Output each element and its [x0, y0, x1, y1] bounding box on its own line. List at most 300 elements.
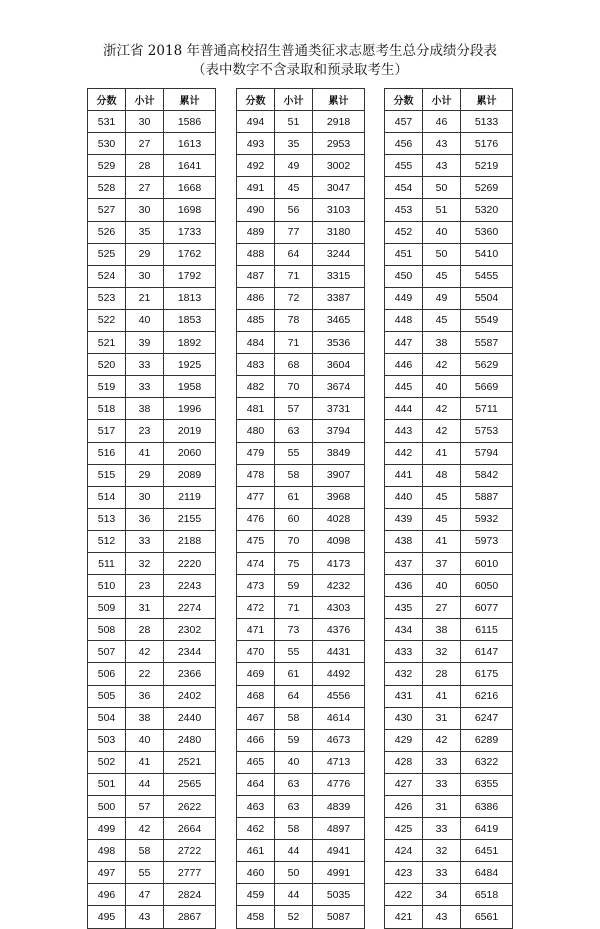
header-cumulative: 累计: [461, 89, 513, 111]
count-cell: 46: [423, 111, 461, 133]
cumulative-cell: 2366: [164, 663, 216, 685]
score-cell: 482: [237, 376, 275, 398]
score-cell: 465: [237, 751, 275, 773]
cumulative-cell: 5269: [461, 177, 513, 199]
cumulative-cell: 2155: [164, 508, 216, 530]
table-row: [88, 707, 216, 729]
count-cell: 42: [423, 398, 461, 420]
cumulative-cell: 6355: [461, 773, 513, 795]
table-row: [88, 840, 216, 862]
score-cell: 480: [237, 420, 275, 442]
cumulative-cell: 2019: [164, 420, 216, 442]
cumulative-cell: 2060: [164, 442, 216, 464]
score-cell: 426: [385, 796, 423, 818]
count-cell: 38: [423, 619, 461, 641]
score-cell: 466: [237, 729, 275, 751]
score-cell: 458: [237, 906, 275, 928]
table-row: [88, 552, 216, 574]
score-cell: 430: [385, 707, 423, 729]
count-cell: 21: [126, 287, 164, 309]
count-cell: 75: [275, 552, 313, 574]
cumulative-cell: 3244: [313, 243, 365, 265]
score-cell: 527: [88, 199, 126, 221]
cumulative-cell: 2565: [164, 773, 216, 795]
score-cell: 468: [237, 685, 275, 707]
cumulative-cell: 2089: [164, 464, 216, 486]
table-row: [88, 597, 216, 619]
score-cell: 450: [385, 265, 423, 287]
table-row: [385, 575, 513, 597]
table-row: [237, 641, 365, 663]
cumulative-cell: 1925: [164, 354, 216, 376]
header-score: 分数: [385, 89, 423, 111]
count-cell: 61: [275, 486, 313, 508]
table-row: [88, 111, 216, 133]
table-row: [88, 376, 216, 398]
cumulative-cell: 2440: [164, 707, 216, 729]
score-cell: 475: [237, 530, 275, 552]
cumulative-cell: 6518: [461, 884, 513, 906]
score-cell: 515: [88, 464, 126, 486]
count-cell: 30: [126, 265, 164, 287]
count-cell: 78: [275, 309, 313, 331]
table-row: [88, 287, 216, 309]
cumulative-cell: 2243: [164, 575, 216, 597]
table-row: [88, 530, 216, 552]
score-cell: 432: [385, 663, 423, 685]
count-cell: 31: [423, 707, 461, 729]
cumulative-cell: 5219: [461, 155, 513, 177]
table-row: [385, 663, 513, 685]
count-cell: 32: [423, 840, 461, 862]
count-cell: 31: [423, 796, 461, 818]
count-cell: 40: [126, 729, 164, 751]
score-cell: 518: [88, 398, 126, 420]
count-cell: 32: [423, 641, 461, 663]
table-row: [385, 619, 513, 641]
count-cell: 58: [275, 818, 313, 840]
cumulative-cell: 6050: [461, 575, 513, 597]
count-cell: 49: [423, 287, 461, 309]
score-cell: 421: [385, 906, 423, 928]
count-cell: 59: [275, 575, 313, 597]
table-row: [385, 641, 513, 663]
table-row: [88, 486, 216, 508]
count-cell: 43: [126, 906, 164, 928]
cumulative-cell: 3968: [313, 486, 365, 508]
score-cell: 473: [237, 575, 275, 597]
table-row: [88, 663, 216, 685]
table-row: [385, 332, 513, 354]
count-cell: 38: [126, 707, 164, 729]
table-row: [237, 155, 365, 177]
count-cell: 64: [275, 243, 313, 265]
count-cell: 28: [126, 619, 164, 641]
cumulative-cell: 4897: [313, 818, 365, 840]
count-cell: 43: [423, 133, 461, 155]
table-row: [88, 729, 216, 751]
count-cell: 58: [126, 840, 164, 862]
cumulative-cell: 3907: [313, 464, 365, 486]
table-row: [237, 177, 365, 199]
score-cell: 487: [237, 265, 275, 287]
table-row: [385, 530, 513, 552]
count-cell: 59: [275, 729, 313, 751]
table-row: [385, 442, 513, 464]
score-cell: 484: [237, 332, 275, 354]
table-row: [237, 906, 365, 928]
table-row: [237, 265, 365, 287]
count-cell: 27: [126, 177, 164, 199]
score-cell: 455: [385, 155, 423, 177]
count-cell: 34: [423, 884, 461, 906]
count-cell: 29: [126, 243, 164, 265]
cumulative-cell: 1668: [164, 177, 216, 199]
count-cell: 33: [126, 376, 164, 398]
cumulative-cell: 1733: [164, 221, 216, 243]
score-cell: 490: [237, 199, 275, 221]
score-cell: 443: [385, 420, 423, 442]
cumulative-cell: 5320: [461, 199, 513, 221]
table-row: [385, 508, 513, 530]
score-table-1: [87, 88, 216, 929]
table-row: [385, 751, 513, 773]
count-cell: 40: [423, 221, 461, 243]
cumulative-cell: 5549: [461, 309, 513, 331]
table-row: [385, 773, 513, 795]
score-cell: 445: [385, 376, 423, 398]
score-cell: 451: [385, 243, 423, 265]
table-row: [237, 862, 365, 884]
cumulative-cell: 3387: [313, 287, 365, 309]
count-cell: 37: [423, 552, 461, 574]
score-cell: 471: [237, 619, 275, 641]
table-row: [385, 287, 513, 309]
table-row: [385, 199, 513, 221]
count-cell: 71: [275, 265, 313, 287]
score-cell: 437: [385, 552, 423, 574]
cumulative-cell: 2220: [164, 552, 216, 574]
cumulative-cell: 2344: [164, 641, 216, 663]
cumulative-cell: 5087: [313, 906, 365, 928]
table-row: [88, 155, 216, 177]
cumulative-cell: 6010: [461, 552, 513, 574]
table-row: [237, 287, 365, 309]
table-row: [385, 133, 513, 155]
cumulative-cell: 2664: [164, 818, 216, 840]
table-row: [88, 354, 216, 376]
table-row: [88, 619, 216, 641]
score-cell: 454: [385, 177, 423, 199]
score-cell: 448: [385, 309, 423, 331]
cumulative-cell: 3604: [313, 354, 365, 376]
score-cell: 461: [237, 840, 275, 862]
table-row: [88, 177, 216, 199]
cumulative-cell: 2722: [164, 840, 216, 862]
count-cell: 43: [423, 906, 461, 928]
score-cell: 464: [237, 773, 275, 795]
cumulative-cell: 5669: [461, 376, 513, 398]
score-cell: 439: [385, 508, 423, 530]
table-row: [237, 221, 365, 243]
count-cell: 40: [126, 309, 164, 331]
cumulative-cell: 4303: [313, 597, 365, 619]
table-row: [385, 552, 513, 574]
count-cell: 41: [126, 751, 164, 773]
cumulative-cell: 3849: [313, 442, 365, 464]
table-row: [237, 530, 365, 552]
cumulative-cell: 5842: [461, 464, 513, 486]
score-cell: 516: [88, 442, 126, 464]
cumulative-cell: 1892: [164, 332, 216, 354]
count-cell: 60: [275, 508, 313, 530]
cumulative-cell: 1958: [164, 376, 216, 398]
count-cell: 41: [423, 442, 461, 464]
table-row: [88, 685, 216, 707]
count-cell: 42: [423, 354, 461, 376]
count-cell: 29: [126, 464, 164, 486]
cumulative-cell: 4941: [313, 840, 365, 862]
score-cell: 520: [88, 354, 126, 376]
score-cell: 449: [385, 287, 423, 309]
table-row: [385, 420, 513, 442]
count-cell: 36: [126, 685, 164, 707]
score-cell: 485: [237, 309, 275, 331]
score-cell: 457: [385, 111, 423, 133]
cumulative-cell: 1762: [164, 243, 216, 265]
cumulative-cell: 5973: [461, 530, 513, 552]
score-cell: 489: [237, 221, 275, 243]
table-row: [385, 729, 513, 751]
table-row: [385, 707, 513, 729]
count-cell: 58: [275, 464, 313, 486]
score-cell: 425: [385, 818, 423, 840]
count-cell: 51: [275, 111, 313, 133]
table-row: [385, 398, 513, 420]
table-row: [237, 309, 365, 331]
score-cell: 491: [237, 177, 275, 199]
count-cell: 33: [423, 818, 461, 840]
score-cell: 506: [88, 663, 126, 685]
cumulative-cell: 6322: [461, 751, 513, 773]
score-cell: 500: [88, 796, 126, 818]
count-cell: 42: [126, 818, 164, 840]
table-row: [385, 155, 513, 177]
table-row: [385, 376, 513, 398]
count-cell: 47: [126, 884, 164, 906]
count-cell: 71: [275, 597, 313, 619]
count-cell: 56: [275, 199, 313, 221]
table-row: [237, 464, 365, 486]
score-cell: 429: [385, 729, 423, 751]
score-cell: 469: [237, 663, 275, 685]
table-row: [385, 818, 513, 840]
cumulative-cell: 4991: [313, 862, 365, 884]
cumulative-cell: 3731: [313, 398, 365, 420]
cumulative-cell: 2824: [164, 884, 216, 906]
cumulative-cell: 6451: [461, 840, 513, 862]
cumulative-cell: 4839: [313, 796, 365, 818]
cumulative-cell: 6077: [461, 597, 513, 619]
score-cell: 453: [385, 199, 423, 221]
count-cell: 23: [126, 420, 164, 442]
header-cumulative: 累计: [164, 89, 216, 111]
count-cell: 57: [126, 796, 164, 818]
score-cell: 529: [88, 155, 126, 177]
score-cell: 528: [88, 177, 126, 199]
count-cell: 55: [275, 641, 313, 663]
table-row: [385, 597, 513, 619]
cumulative-cell: 5587: [461, 332, 513, 354]
table-row: [88, 199, 216, 221]
cumulative-cell: 4098: [313, 530, 365, 552]
score-cell: 477: [237, 486, 275, 508]
count-cell: 61: [275, 663, 313, 685]
table-row: [88, 133, 216, 155]
count-cell: 33: [126, 354, 164, 376]
header-cumulative: 累计: [313, 89, 365, 111]
cumulative-cell: 3002: [313, 155, 365, 177]
table-row: [237, 376, 365, 398]
table-row: [88, 398, 216, 420]
table-row: [237, 332, 365, 354]
score-cell: 503: [88, 729, 126, 751]
table-row: [385, 906, 513, 928]
page-subtitle: （表中数字不含录取和预录取考生）: [192, 62, 408, 78]
score-cell: 442: [385, 442, 423, 464]
score-cell: 463: [237, 796, 275, 818]
count-cell: 50: [423, 243, 461, 265]
score-cell: 435: [385, 597, 423, 619]
count-cell: 36: [126, 508, 164, 530]
table-row: [88, 862, 216, 884]
cumulative-cell: 2521: [164, 751, 216, 773]
table-row: [237, 552, 365, 574]
score-cell: 436: [385, 575, 423, 597]
count-cell: 55: [126, 862, 164, 884]
cumulative-cell: 1613: [164, 133, 216, 155]
count-cell: 42: [423, 729, 461, 751]
table-row: [237, 508, 365, 530]
cumulative-cell: 2274: [164, 597, 216, 619]
table-row: [237, 884, 365, 906]
table-row: [237, 442, 365, 464]
score-cell: 428: [385, 751, 423, 773]
table-row: [237, 420, 365, 442]
table-row: [237, 751, 365, 773]
cumulative-cell: 4556: [313, 685, 365, 707]
count-cell: 73: [275, 619, 313, 641]
score-cell: 498: [88, 840, 126, 862]
table-row: [88, 575, 216, 597]
cumulative-cell: 1641: [164, 155, 216, 177]
cumulative-cell: 3180: [313, 221, 365, 243]
cumulative-cell: 2867: [164, 906, 216, 928]
cumulative-cell: 6561: [461, 906, 513, 928]
cumulative-cell: 2119: [164, 486, 216, 508]
table-row: [88, 818, 216, 840]
score-cell: 478: [237, 464, 275, 486]
count-cell: 57: [275, 398, 313, 420]
table-row: [88, 773, 216, 795]
count-cell: 30: [126, 199, 164, 221]
count-cell: 33: [423, 751, 461, 773]
score-cell: 462: [237, 818, 275, 840]
count-cell: 45: [423, 508, 461, 530]
table-row: [88, 420, 216, 442]
cumulative-cell: 6175: [461, 663, 513, 685]
score-cell: 513: [88, 508, 126, 530]
count-cell: 44: [275, 840, 313, 862]
count-cell: 50: [275, 862, 313, 884]
score-cell: 525: [88, 243, 126, 265]
score-cell: 497: [88, 862, 126, 884]
table-row: [88, 442, 216, 464]
header-score: 分数: [237, 89, 275, 111]
cumulative-cell: 4232: [313, 575, 365, 597]
count-cell: 28: [423, 663, 461, 685]
cumulative-cell: 3315: [313, 265, 365, 287]
score-cell: 508: [88, 619, 126, 641]
table-row: [88, 221, 216, 243]
score-cell: 446: [385, 354, 423, 376]
table-row: [385, 486, 513, 508]
cumulative-cell: 2777: [164, 862, 216, 884]
score-table-3: [384, 88, 513, 929]
table-row: [88, 332, 216, 354]
cumulative-cell: 4028: [313, 508, 365, 530]
cumulative-cell: 5629: [461, 354, 513, 376]
table-row: [88, 508, 216, 530]
cumulative-cell: 1996: [164, 398, 216, 420]
score-cell: 479: [237, 442, 275, 464]
cumulative-cell: 4376: [313, 619, 365, 641]
table-row: [237, 199, 365, 221]
score-cell: 460: [237, 862, 275, 884]
score-cell: 496: [88, 884, 126, 906]
table-row: [237, 773, 365, 795]
count-cell: 45: [275, 177, 313, 199]
table-row: [88, 265, 216, 287]
table-row: [237, 111, 365, 133]
count-cell: 49: [275, 155, 313, 177]
cumulative-cell: 6386: [461, 796, 513, 818]
cumulative-cell: 5455: [461, 265, 513, 287]
cumulative-cell: 2480: [164, 729, 216, 751]
cumulative-cell: 1813: [164, 287, 216, 309]
score-cell: 507: [88, 641, 126, 663]
count-cell: 77: [275, 221, 313, 243]
score-cell: 440: [385, 486, 423, 508]
table-row: [237, 619, 365, 641]
count-cell: 48: [423, 464, 461, 486]
score-cell: 488: [237, 243, 275, 265]
table-row: [237, 486, 365, 508]
cumulative-cell: 5035: [313, 884, 365, 906]
count-cell: 27: [126, 133, 164, 155]
score-cell: 501: [88, 773, 126, 795]
cumulative-cell: 5504: [461, 287, 513, 309]
score-cell: 438: [385, 530, 423, 552]
count-cell: 30: [126, 111, 164, 133]
table-row: [385, 862, 513, 884]
score-cell: 517: [88, 420, 126, 442]
score-cell: 524: [88, 265, 126, 287]
cumulative-cell: 4713: [313, 751, 365, 773]
score-cell: 511: [88, 552, 126, 574]
score-cell: 456: [385, 133, 423, 155]
table-row: [237, 707, 365, 729]
